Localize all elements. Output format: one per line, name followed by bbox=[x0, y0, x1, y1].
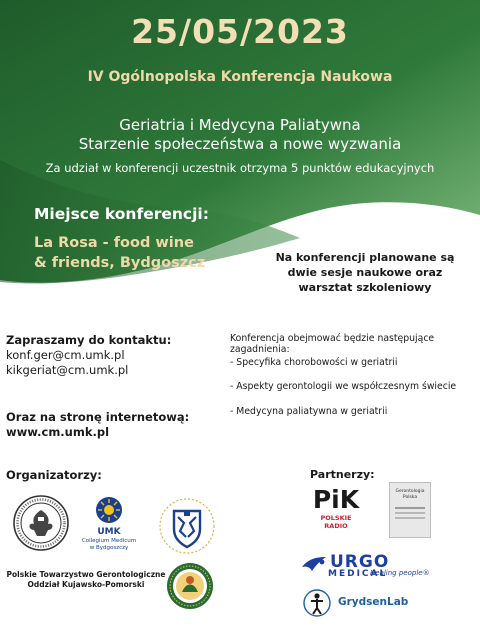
topic-item: - Medycyna paliatywna w geriatrii bbox=[230, 406, 388, 417]
venue-name-line2: & friends, Bydgoszcz bbox=[34, 255, 206, 271]
journal-title bbox=[390, 489, 430, 501]
journal-title-line1: Gerontologia bbox=[395, 489, 425, 494]
sessions-line2: dwie sesje naukowe oraz bbox=[287, 266, 443, 279]
urgo-name: URGO bbox=[330, 552, 390, 572]
umk-subtitle-line1: Collegium Medicum bbox=[81, 538, 137, 544]
crest-seal-icon bbox=[156, 497, 218, 555]
venue-label: Miejsce konferencji: bbox=[34, 205, 209, 223]
umk-subtitle bbox=[78, 538, 140, 552]
umk-subtitle-line2: w Bydgoszczy bbox=[89, 545, 129, 551]
pik-mark: PiK bbox=[312, 485, 360, 514]
journal-title-line2: Polska bbox=[402, 495, 418, 500]
sessions-note bbox=[270, 250, 460, 295]
ptg-name-line2: Oddział Kujawsko-Pomorski bbox=[27, 580, 145, 589]
umk-abbr: UMK bbox=[97, 527, 121, 537]
website-link[interactable]: www.cm.umk.pl bbox=[6, 425, 110, 439]
polskie-radio-caption: POLSKIE RADIO bbox=[320, 514, 352, 530]
sessions-line3: warsztat szkoleniowy bbox=[298, 281, 432, 294]
points-note: Za udział w konferencji uczestnik otrzyma 5 punktów edukacyjnych bbox=[45, 161, 435, 175]
journal-cover bbox=[389, 482, 431, 538]
journal-rule bbox=[395, 507, 425, 509]
ptg-name-line1: Polskie Towarzystwo Gerontologiczne bbox=[6, 570, 166, 579]
event-date: 25/05/2023 bbox=[131, 12, 349, 51]
organizers-heading: Organizatorzy: bbox=[6, 468, 102, 482]
venue-name-line1: La Rosa - food wine bbox=[34, 235, 194, 251]
topic-item: - Specyfika chorobowości w geriatrii bbox=[230, 357, 398, 368]
contact-email-1[interactable]: konf.ger@cm.umk.pl bbox=[6, 348, 125, 362]
topics-heading: Konferencja obejmować będzie następujące zagadnienia: bbox=[230, 333, 435, 355]
urgo-runner-icon bbox=[300, 553, 328, 575]
journal-rule bbox=[395, 512, 425, 514]
grydsen-name: GrydsenLab bbox=[338, 596, 409, 608]
ptg-seal-icon bbox=[166, 562, 214, 610]
partners-heading: Partnerzy: bbox=[310, 468, 375, 481]
website-heading: Oraz na stronę internetową: bbox=[6, 410, 190, 424]
polskie-radio-logo bbox=[308, 486, 364, 530]
ptg-name bbox=[4, 570, 168, 590]
conference-edition: IV Ogólnopolska Konferencja Naukowa bbox=[87, 69, 393, 85]
umk-logo-icon bbox=[95, 496, 123, 526]
university-seal-icon bbox=[12, 494, 70, 552]
topic-item: - Aspekty gerontologii we współczesnym świecie bbox=[230, 381, 457, 392]
contact-heading: Zapraszamy do kontaktu: bbox=[6, 333, 172, 347]
venue-name bbox=[34, 233, 234, 273]
contact-email-2[interactable]: kikgeriat@cm.umk.pl bbox=[6, 363, 129, 377]
sessions-line1: Na konferencji planowane są bbox=[275, 251, 455, 264]
journal-rule bbox=[395, 517, 425, 519]
urgo-tagline: Healing people® bbox=[370, 569, 430, 577]
conference-title: Geriatria i Medycyna Paliatywna bbox=[119, 116, 361, 134]
urgo-sub: MEDICAL bbox=[328, 569, 388, 579]
conference-subtitle: Starzenie społeczeństwa a nowe wyzwania bbox=[78, 135, 402, 153]
grydsen-figure-icon bbox=[302, 589, 332, 617]
